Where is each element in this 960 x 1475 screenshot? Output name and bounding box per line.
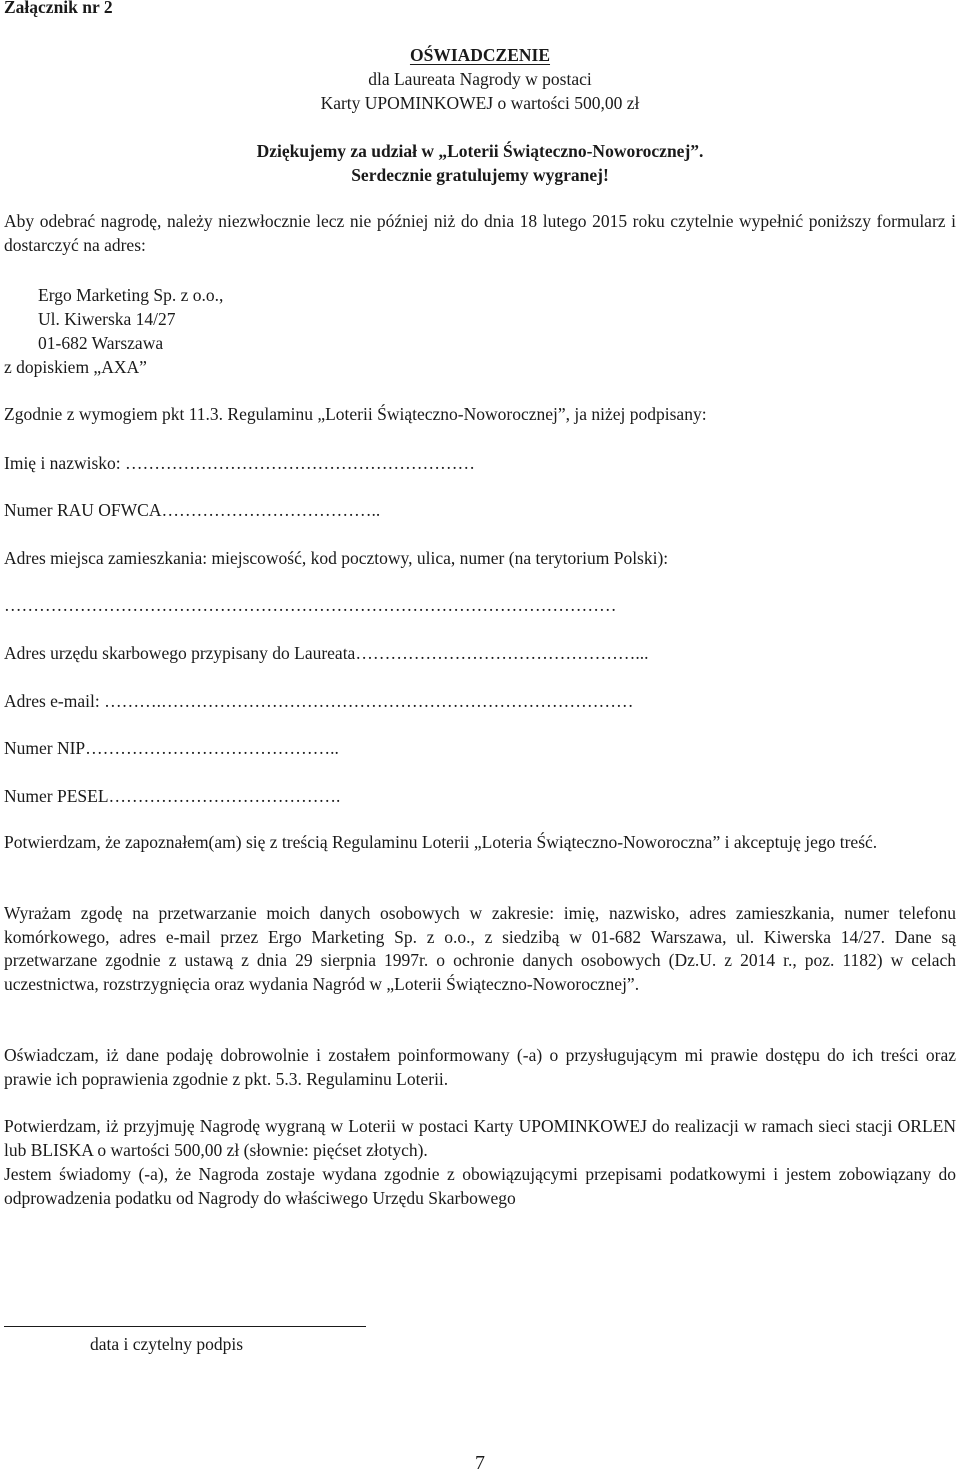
intro-paragraph: Aby odebrać nagrodę, należy niezwłocznie lecz nie później niż do dnia 18 lutego 2015 roku czytelnie wypełnić poniższy formularz i dostarczyć na adres:	[4, 211, 956, 255]
tax-awareness: Jestem świadomy (-a), że Nagroda zostaje wydana zgodnie z obowiązującymi przepisami podatkowymi i jestem zobowiązany do odprowadzenia podatku od Nagrody do właściwego Urzędu Skarbowego	[4, 1164, 956, 1208]
address-note: z dopiskiem „AXA”	[4, 357, 147, 377]
address-street: Ul. Kiwerska 14/27	[38, 309, 176, 329]
voluntary-statement: Oświadczam, iż dane podaję dobrowolnie i zostałem poinformowany (-a) o przysługującym mi prawie dostępu do ich treści oraz prawie ich poprawienia zgodnie z pkt. 5.3. Regulaminu Loterii.	[4, 1045, 956, 1089]
address-city: 01-682 Warszawa	[38, 333, 164, 353]
prize-acceptance: Potwierdzam, iż przyjmuję Nagrodę wygraną w Loterii w postaci Karty UPOMINKOWEJ do realizacji w ramach sieci stacji ORLEN lub BLISKA o wartości 500,00 zł (słownie: pięćset złotych).	[4, 1116, 956, 1160]
thanks-line-1: Dziękujemy za udział w „Loterii Świąteczno-Noworocznej”.	[256, 141, 704, 161]
name-field[interactable]: Imię i nazwisko: ……………………………………………………	[4, 453, 476, 473]
signature-line[interactable]	[4, 1326, 366, 1327]
address-company: Ergo Marketing Sp. z o.o.,	[38, 285, 224, 305]
page-number: 7	[475, 1452, 485, 1474]
residence-label: Adres miejsca zamieszkania: miejscowość, kod pocztowy, ulica, numer (na terytorium Polski):	[4, 548, 669, 568]
residence-field[interactable]: ……………………………………………………………………………………………	[4, 595, 617, 615]
attachment-label: Załącznik nr 2	[4, 0, 113, 17]
title-line-1: dla Laureata Nagrody w postaci	[368, 69, 592, 89]
pesel-field[interactable]: Numer PESEL………………………………….	[4, 786, 341, 806]
form-lead: Zgodnie z wymogiem pkt 11.3. Regulaminu „Loterii Świąteczno-Noworocznej”, ja niżej podpisany:	[4, 404, 707, 424]
title-line-2: Karty UPOMINKOWEJ o wartości 500,00 zł	[320, 93, 640, 113]
nip-field[interactable]: Numer NIP……………………………………..	[4, 738, 339, 758]
document-title: OŚWIADCZENIE	[409, 45, 551, 65]
signature-caption: data i czytelny podpis	[90, 1334, 244, 1354]
tax-office-field[interactable]: Adres urzędu skarbowego przypisany do Laureata…………………………………………...	[4, 643, 649, 663]
rules-confirmation: Potwierdzam, że zapoznałem(am) się z treścią Regulaminu Loterii „Loteria Świąteczno-Noworoczna” i akceptuję jego treść.	[4, 832, 878, 852]
data-processing-consent: Wyrażam zgodę na przetwarzanie moich danych osobowych w zakresie: imię, nazwisko, adres zamieszkania, numer telefonu komórkowego, adres e-mail przez Ergo Marketing Sp. z o.o., z siedzibą w 01-682 Warszawa, ul. Kiwerska 14/27. Dane są przetwarzane zgodnie z ustawą z dnia 29 sierpnia 1997r. o ochronie danych osobowych (Dz.U. z 2014 r., poz. 1182) w celach uczestnictwa, rozstrzygnięcia oraz wydania Nagród w „Loterii Świąteczno-Noworocznej”.	[4, 903, 956, 994]
rau-number-field[interactable]: Numer RAU OFWCA………………………………..	[4, 500, 381, 520]
thanks-line-2: Serdecznie gratulujemy wygranej!	[351, 165, 609, 185]
email-field[interactable]: Adres e-mail: ……….………………………………………………………………………	[4, 691, 634, 711]
